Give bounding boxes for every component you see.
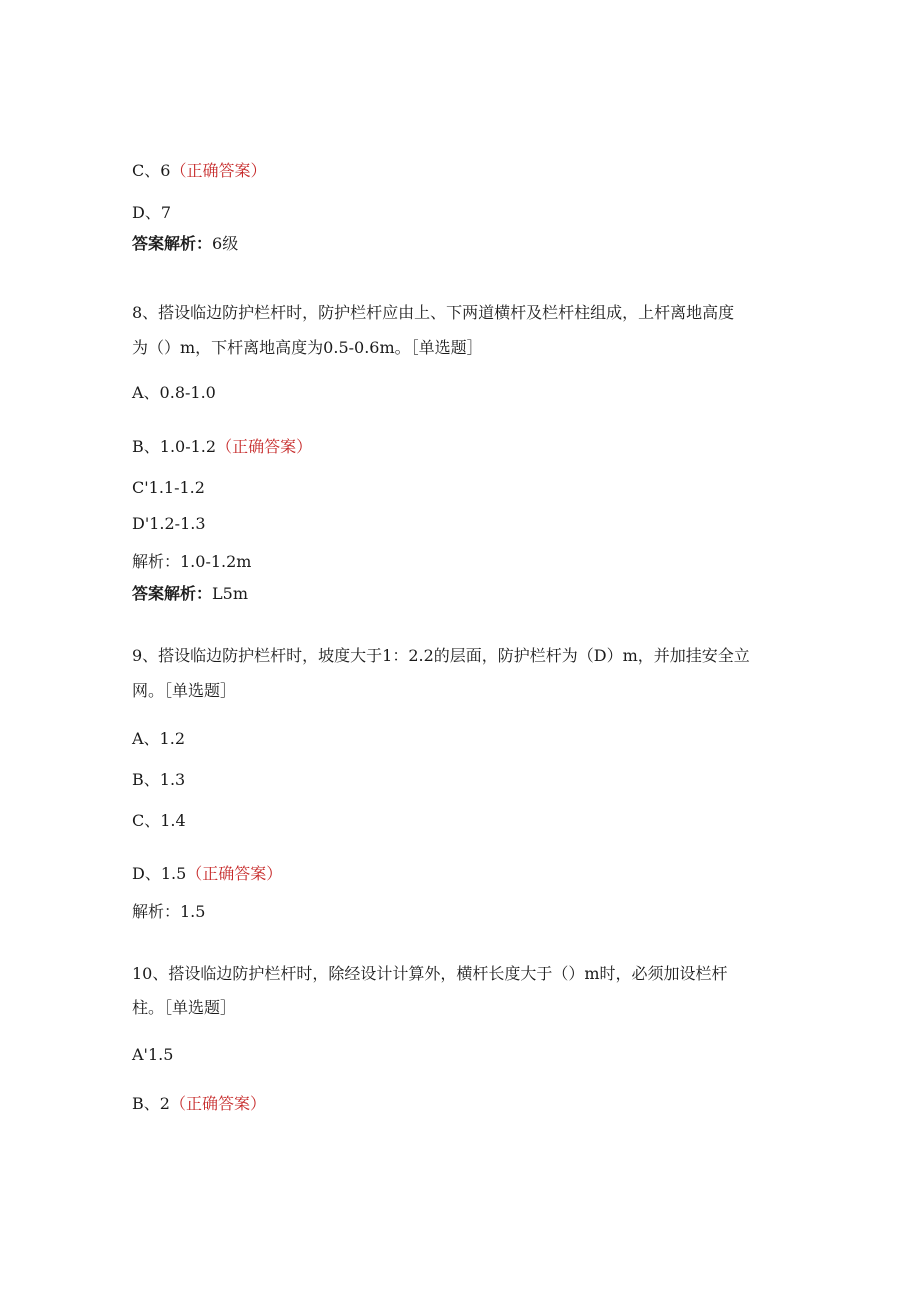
q8-option-a: A、0.8-1.0 xyxy=(132,383,216,402)
q8-option-d: D'1.2-1.3 xyxy=(132,514,206,533)
q9-option-a: A、1.2 xyxy=(132,729,186,748)
correct-answer-tag: （正确答案） xyxy=(186,864,283,883)
option-text: C、6 xyxy=(132,161,171,180)
question-10-line-2: 柱。［单选题］ xyxy=(132,998,237,1017)
correct-answer-tag: （正确答案） xyxy=(169,1094,266,1113)
q8-analysis: 解析：1.0-1.2m xyxy=(132,552,252,571)
question-9-line-1: 9、搭设临边防护栏杆时，坡度大于1：2.2的层面，防护栏杆为（D）m，并加挂安全立 xyxy=(132,646,750,665)
q9-option-c: C、1.4 xyxy=(132,811,186,830)
q9-option-b: B、1.3 xyxy=(132,770,186,789)
q8-option-c: C'1.1-1.2 xyxy=(132,478,205,497)
question-8-line-2: 为（）m，下杆离地高度为0.5-0.6m。［单选题］ xyxy=(132,338,483,357)
option-text: B、1.0-1.2 xyxy=(132,437,217,456)
correct-answer-tag: （正确答案） xyxy=(170,161,267,180)
q8-option-b xyxy=(132,437,312,457)
explanation-label: 答案解析： xyxy=(132,234,213,253)
explanation-text: L5m xyxy=(212,584,248,603)
q10-option-a: A'1.5 xyxy=(132,1045,174,1064)
q10-option-b xyxy=(132,1094,266,1114)
option-c xyxy=(132,161,266,181)
question-10-line-1: 10、搭设临边防护栏杆时，除经设计计算外，横杆长度大于（）m时，必须加设栏杆 xyxy=(132,964,728,983)
answer-explanation xyxy=(132,234,238,254)
q8-answer-explanation xyxy=(132,584,248,604)
explanation-text: 6级 xyxy=(212,234,239,253)
q9-option-d xyxy=(132,864,282,884)
correct-answer-tag: （正确答案） xyxy=(216,437,313,456)
option-text: D、1.5 xyxy=(132,864,187,883)
question-8-line-1: 8、搭设临边防护栏杆时，防护栏杆应由上、下两道横杆及栏杆柱组成，上杆离地高度 xyxy=(132,303,735,322)
explanation-label: 答案解析： xyxy=(132,584,213,603)
question-9-line-2: 网。［单选题］ xyxy=(132,681,237,700)
option-d: D、7 xyxy=(132,203,172,222)
q9-analysis: 解析：1.5 xyxy=(132,902,206,921)
option-text: B、2 xyxy=(132,1094,170,1113)
